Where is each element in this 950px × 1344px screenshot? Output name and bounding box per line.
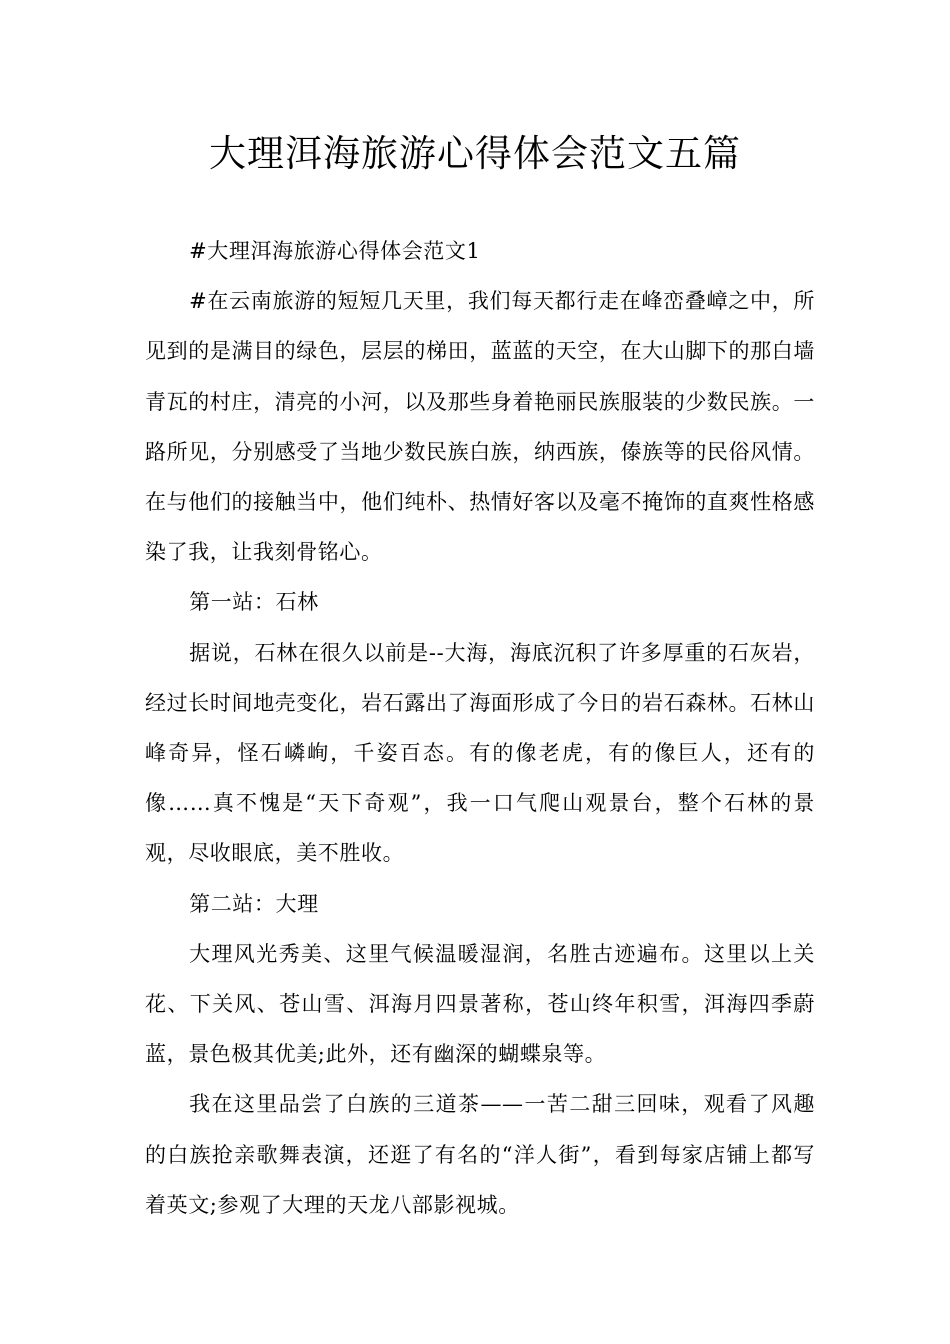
paragraph: 大理风光秀美、这里气候温暖湿润，名胜古迹遍布。这里以上关花、下关风、苍山雪、洱海月四景著称，苍山终年积雪，洱海四季蔚蓝，景色极其优美;此外，还有幽深的蝴蝶泉等。: [145, 941, 815, 1067]
paragraph: #在云南旅游的短短几天里，我们每天都行走在峰峦叠嶂之中，所见到的是满目的绿色，层层的梯田，蓝蓝的天空，在大山脚下的那白墙青瓦的村庄，清亮的小河，以及那些身着艳丽民族服装的少数民族。一路所见，分别感受了当地少数民族白族，纳西族，傣族等的民俗风情。在与他们的接触当中，他们纯朴、热情好客以及毫不掩饰的直爽性格感染了我，让我刻骨铭心。: [145, 289, 815, 565]
paragraph: 我在这里品尝了白族的三道茶——一苦二甜三回味，观看了风趣的白族抢亲歌舞表演，还逛了有名的“洋人街”，看到每家店铺上都写着英文;参观了大理的天龙八部影视城。: [145, 1092, 815, 1217]
section-heading: 第一站：石林: [189, 590, 319, 615]
document-title: 大理洱海旅游心得体会范文五篇: [209, 132, 741, 175]
document-body: [145, 226, 815, 1230]
section-heading: 第二站：大理: [189, 891, 319, 916]
paragraph: 据说，石林在很久以前是--大海，海底沉积了许多厚重的石灰岩，经过长时间地壳变化，岩石露出了海面形成了今日的岩石森林。石林山峰奇异，怪石嶙峋，千姿百态。有的像老虎，有的像巨人，还有的像……真不愧是“天下奇观”，我一口气爬山观景台，整个石林的景观，尽收眼底，美不胜收。: [145, 640, 815, 866]
section-heading: #大理洱海旅游心得体会范文1: [189, 239, 481, 263]
